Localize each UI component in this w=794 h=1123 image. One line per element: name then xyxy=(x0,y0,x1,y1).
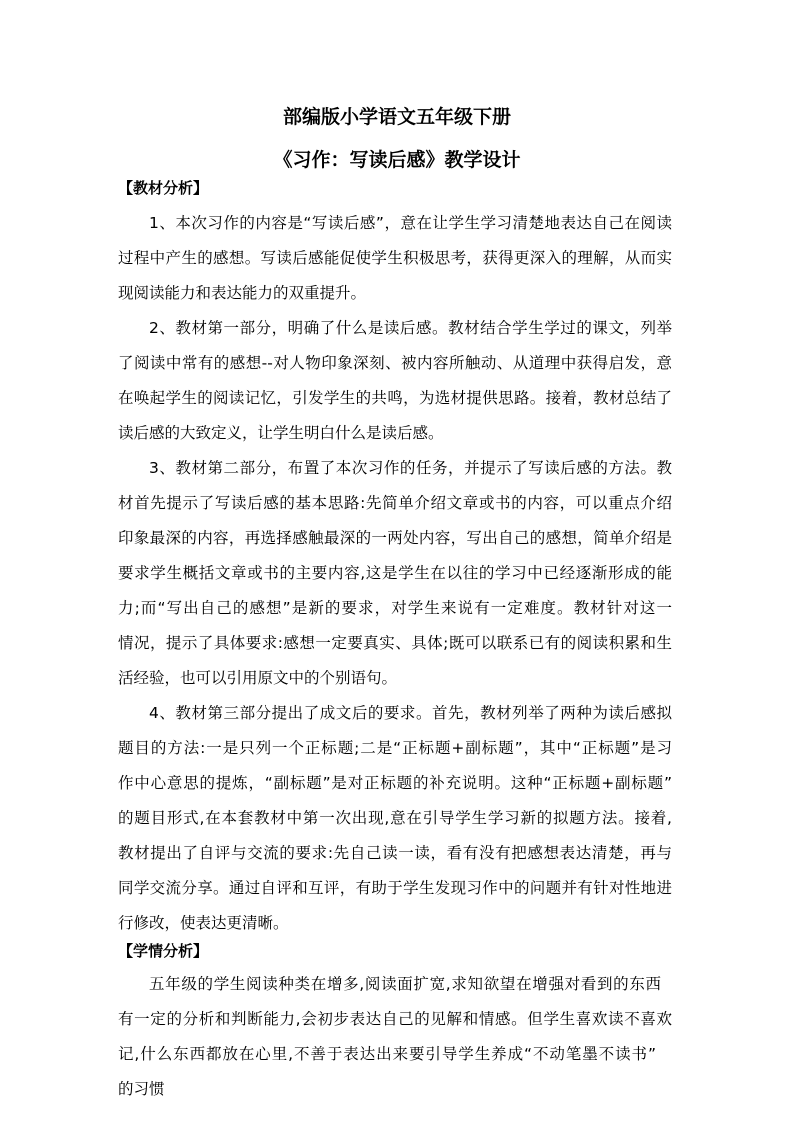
paragraph-line: 2、教材第一部分，明确了什么是读后感。教材结合学生学过的课文，列举 xyxy=(149,319,672,337)
paragraph-line: 现阅读能力和表达能力的双重提升。 xyxy=(118,284,367,302)
paragraph-line: 教材提出了自评与交流的要求:先自己读一读，看有没有把感想表达清楚，再与 xyxy=(118,844,672,862)
paragraph-line: 过程中产生的感想。写读后感能促使学生积极思考，获得更深入的理解，从而实 xyxy=(118,249,672,267)
paragraph-line: 的习惯 xyxy=(118,1080,165,1098)
paragraph-line: 要求学生概括文章或书的主要内容,这是学生在以往的学习中已经逐渐形成的能 xyxy=(118,564,672,582)
paragraph-line: 活经验，也可以引用原文中的个别语句。 xyxy=(118,669,398,687)
paragraph-line: 3、教材第二部分，布置了本次习作的任务，并提示了写读后感的方法。教 xyxy=(149,459,672,477)
paragraph-line: 材首先提示了写读后感的基本思路:先简单介绍文章或书的内容，可以重点介绍 xyxy=(118,494,672,512)
paragraph-line: 记,什么东西都放在心里,不善于表达出来要引导学生养成“不动笔墨不读书” xyxy=(118,1045,656,1063)
paragraph-line: 力;而“写出自己的感想”是新的要求，对学生来说有一定难度。教材针对这一 xyxy=(118,599,672,617)
paragraph-line: 有一定的分析和判断能力,会初步表达自己的见解和情感。但学生喜欢读不喜欢 xyxy=(118,1010,672,1028)
paragraph-line: 读后感的大致定义，让学生明白什么是读后感。 xyxy=(118,424,444,442)
document-subtitle: 《习作：写读后感》教学设计 xyxy=(273,149,521,171)
paragraph-line: 了阅读中常有的感想--对人物印象深刻、被内容所触动、从道理中获得启发，意 xyxy=(118,354,672,372)
paragraph-line: 的题目形式,在本套教材中第一次出现,意在引导学生学习新的拟题方法。接着, xyxy=(118,809,672,827)
paragraph-line: 行修改，使表达更清晰。 xyxy=(118,914,289,932)
paragraph-line: 情况，提示了具体要求:感想一定要真实、具体;既可以联系已有的阅读积累和生 xyxy=(118,634,672,652)
paragraph-line: 五年级的学生阅读种类在增多,阅读面扩宽,求知欲望在增强对看到的东西 xyxy=(149,975,661,993)
paragraph-line: 1、本次习作的内容是“写读后感”，意在让学生学习清楚地表达自己在阅读 xyxy=(149,214,672,232)
paragraph-line: 作中心意思的提炼，“副标题”是对正标题的补充说明。这种“正标题+副标题” xyxy=(118,774,672,792)
paragraph-line: 同学交流分享。通过自评和互评，有助于学生发现习作中的问题并有针对性地进 xyxy=(118,879,672,897)
paragraph-line: 在唤起学生的阅读记忆，引发学生的共鸣，为选材提供思路。接着，教材总结了 xyxy=(118,389,672,407)
section-heading: 【教材分析】 xyxy=(118,179,209,197)
paragraph-line: 题目的方法:一是只列一个正标题;二是“正标题+副标题”，其中“正标题”是习 xyxy=(118,739,672,757)
section-heading: 【学情分析】 xyxy=(118,942,209,960)
paragraph-line: 4、教材第三部分提出了成文后的要求。首先，教材列举了两种为读后感拟 xyxy=(149,704,672,722)
document-title: 部编版小学语文五年级下册 xyxy=(282,106,511,128)
paragraph-line: 印象最深的内容，再选择感触最深的一两处内容，写出自己的感想，简单介绍是 xyxy=(118,529,672,547)
